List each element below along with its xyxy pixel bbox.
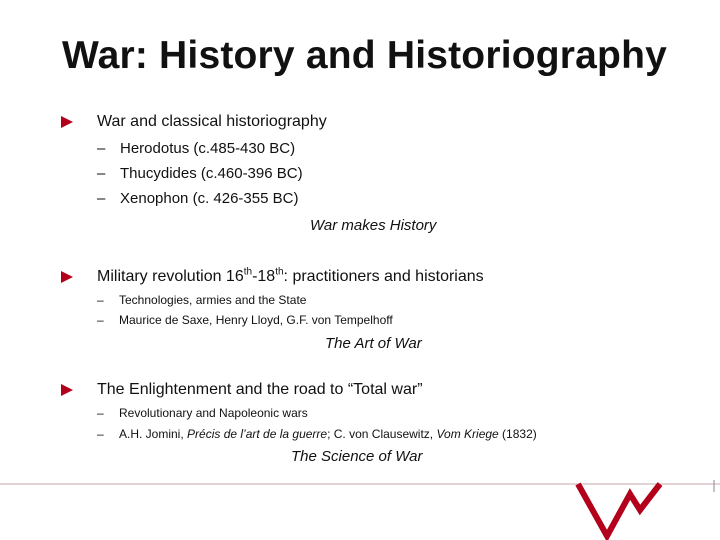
section-heading: War and classical historiography [97, 113, 327, 130]
section-caption: The Science of War [291, 448, 423, 465]
list-item-text: Technologies, armies and the State [119, 293, 307, 307]
section-heading: The Enlightenment and the road to “Total war” [97, 381, 423, 398]
bullet-arrow-icon [61, 271, 73, 283]
dash-marker: – [97, 406, 104, 420]
list-item-text: Maurice de Saxe, Henry Lloyd, G.F. von Tempelhoff [119, 313, 393, 327]
bullet-arrow-icon [61, 116, 73, 128]
list-item-text: Revolutionary and Napoleonic wars [119, 406, 308, 420]
list-item-text: Herodotus (c.485-430 BC) [120, 140, 296, 157]
list-item-text: Xenophon (c. 426-355 BC) [120, 190, 299, 207]
dash-marker: – [97, 190, 106, 207]
dash-marker: – [97, 165, 106, 182]
list-item-text: Thucydides (c.460-396 BC) [120, 165, 303, 182]
section-caption: War makes History [310, 217, 437, 234]
bullet-arrow-icon [61, 384, 73, 396]
section-caption: The Art of War [325, 335, 422, 352]
list-item-text: A.H. Jomini, Précis de l’art de la guerre; C. von Clausewitz, Vom Kriege (1832) [119, 427, 537, 441]
slide-title: War: History and Historiography [62, 34, 667, 77]
dash-marker: – [97, 293, 104, 307]
dash-marker: – [97, 140, 106, 157]
section-heading: Military revolution 16th-18th: practitioners and historians [97, 266, 484, 285]
dash-marker: – [97, 427, 104, 441]
dash-marker: – [97, 313, 104, 327]
footer-decoration [0, 470, 720, 540]
footer-logo-mark [578, 484, 660, 536]
